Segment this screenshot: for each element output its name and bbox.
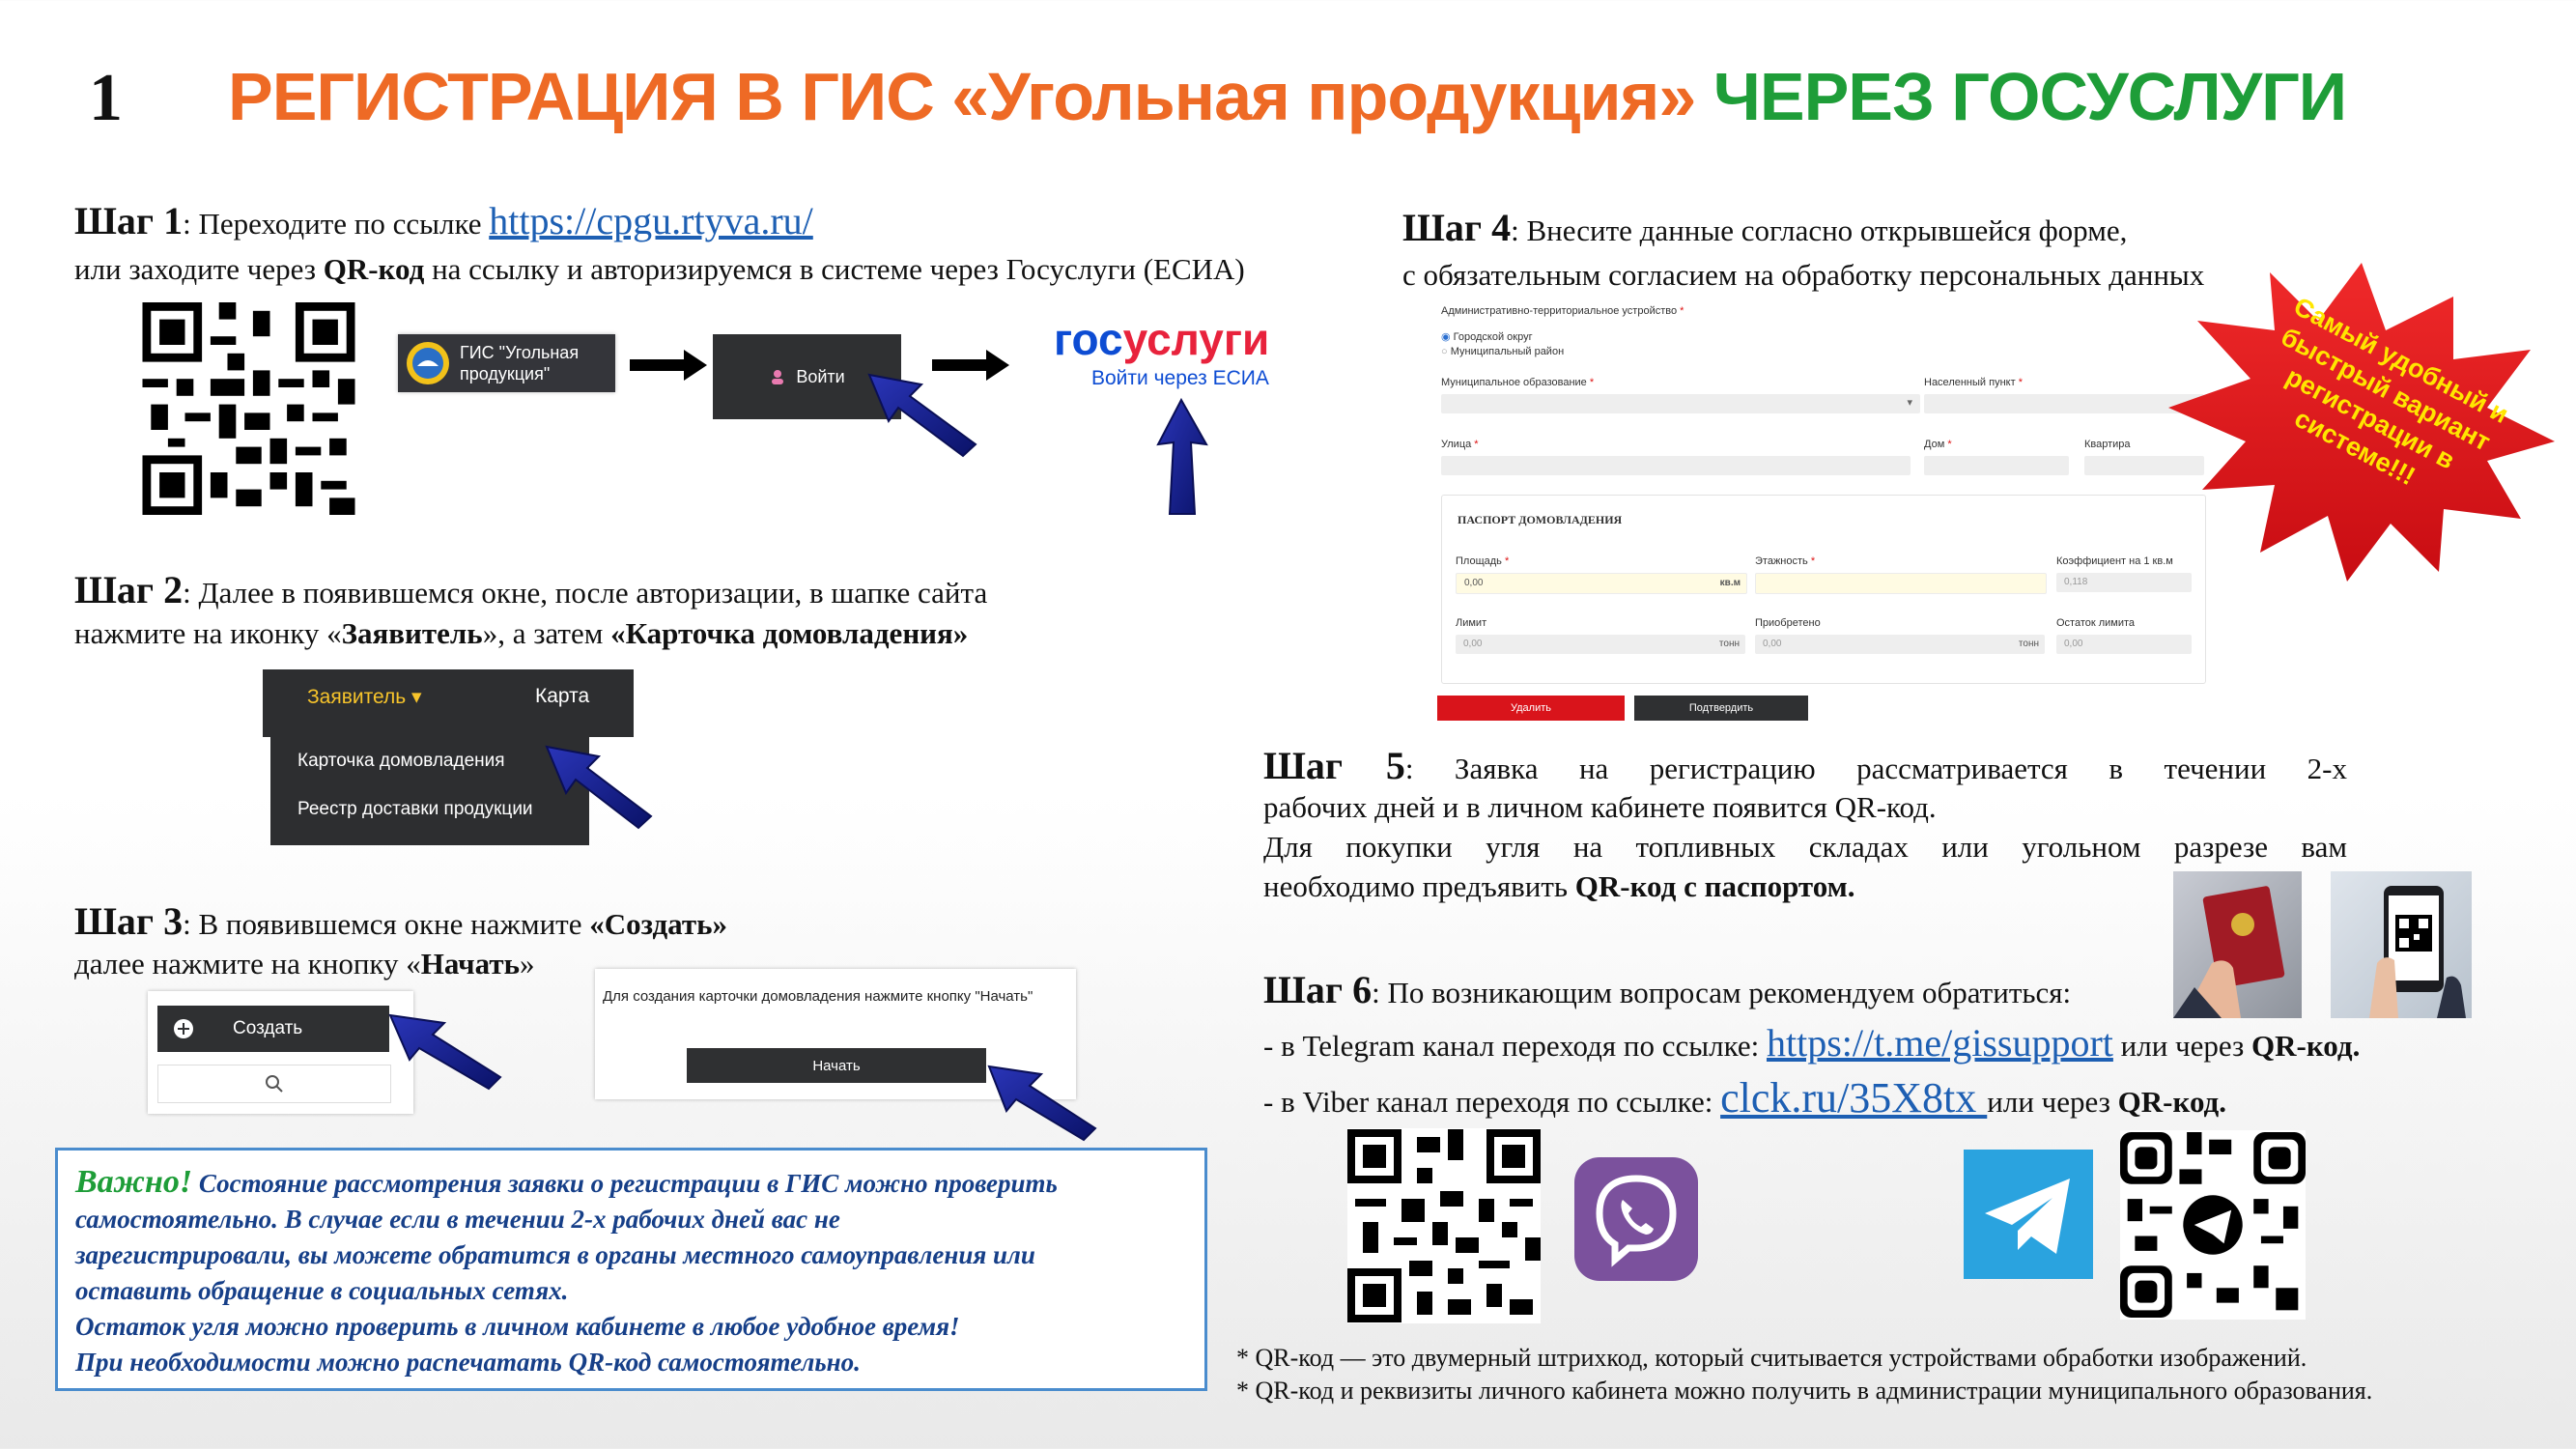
promo-starburst (2164, 263, 2576, 582)
step1-line2 (74, 249, 1245, 289)
step1-text2b: на ссылку и авторизируемся в системе через Госуслуги (ЕСИА) (424, 252, 1245, 286)
important-head: Важно! (75, 1164, 193, 1200)
step1-label: Шаг 1 (74, 199, 184, 242)
step5-text4a: необходимо предъявить (1263, 869, 1575, 903)
title-green: ЧЕРЕЗ ГОСУСЛУГИ (1713, 59, 2347, 134)
passport-hand-icon (2173, 871, 2302, 1018)
footnote-2: * QR-код и реквизиты личного кабинета можно получить в администрации муниципального образования. (1236, 1377, 2373, 1405)
page-number: 1 (89, 61, 123, 135)
starburst-text: Самый удобный и быстрый вариант регистрации в системе!!! (2276, 291, 2513, 492)
gosuslugi-logo-part2: услуги (1122, 314, 1270, 364)
limit-input: 0,00 тонн (1456, 635, 1745, 654)
telegram-text2: или через (2112, 1029, 2252, 1063)
step2-line2 (74, 613, 968, 653)
step3-text2a: далее нажмите на кнопку « (74, 947, 421, 980)
pointer-arrow-icon (862, 367, 982, 459)
coef-input: 0,118 (2056, 573, 2192, 592)
viber-icon[interactable] (1574, 1157, 1698, 1281)
municipality-label: Муниципальное образование * (1441, 377, 1595, 388)
gis-button-label: ГИС "Угольная продукция" (460, 343, 580, 384)
step4-line2: с обязательным согласием на обработку персональных данных (1402, 258, 2205, 292)
step6-line1 (1263, 970, 2071, 1012)
menu-map[interactable]: Карта (535, 685, 590, 707)
step4-text1: : Внесите данные согласно открывшейся форме, (1511, 213, 2128, 247)
pointer-arrow-icon (541, 739, 657, 831)
area-input[interactable]: 0,00 кв.м (1456, 573, 1747, 594)
step5-line3: Для покупки угля на топливных складах или угольном разрезе вам (1263, 830, 2347, 864)
page-title (228, 58, 2346, 135)
phone-qr-icon (2331, 871, 2472, 1018)
step3-line2 (74, 944, 534, 983)
step4-label: Шаг 4 (1402, 206, 1512, 249)
telegram-qr-word: QR-код. (2251, 1029, 2361, 1063)
footnote-1: * QR-код — это двумерный штрихкод, который считывается устройствами обработки изображений. (1236, 1344, 2307, 1372)
step3-start: Начать (420, 947, 520, 980)
registration-form (1420, 296, 2212, 728)
create-button-label: Создать (233, 1018, 303, 1038)
step3-line1 (74, 901, 727, 944)
search-icon (265, 1074, 284, 1094)
telegram-line (1263, 1023, 2360, 1065)
menu-item-registry[interactable]: Реестр доставки продукции (297, 799, 533, 819)
passport-panel (1441, 495, 2206, 684)
create-panel (148, 991, 413, 1114)
emblem-icon (404, 339, 452, 387)
header-menu-bar (263, 669, 634, 737)
user-icon (769, 368, 786, 385)
step6-text1: : По возникающим вопросам рекомендуем обратиться: (1372, 976, 2072, 1009)
step2-card: «Карточка домовладения» (610, 616, 969, 650)
step1-link[interactable]: https://cpgu.rtyva.ru/ (489, 199, 813, 242)
step5-text4b: QR-код с паспортом. (1574, 869, 1855, 903)
apartment-label: Квартира (2084, 439, 2131, 450)
login-button-label: Войти (796, 366, 845, 386)
pointer-arrow-icon (983, 1061, 1099, 1143)
radio-district[interactable]: ○ Муниципальный район (1441, 346, 1565, 357)
step1-line1 (74, 201, 813, 243)
step5-text1: : Заявка на регистрацию рассматривается в течении 2-х (1404, 752, 2347, 785)
remaining-label: Остаток лимита (2056, 617, 2136, 629)
limit-label: Лимит (1456, 617, 1487, 629)
acquired-label: Приобретено (1755, 617, 1821, 629)
radio-city[interactable]: ◉ Городской округ (1441, 331, 1533, 343)
step3-text1: : В появившемся окне нажмите (183, 907, 590, 941)
step1-qr-word: QR-код (323, 252, 425, 286)
step2-text2b: », а затем (482, 616, 611, 650)
phone-photo (2331, 871, 2472, 1018)
search-input[interactable] (157, 1065, 391, 1103)
telegram-link[interactable]: https://t.me/gissupport (1766, 1021, 2113, 1065)
floors-label: Этажность * (1755, 555, 1816, 567)
viber-qr-code-icon (1347, 1128, 1541, 1323)
step2-line1 (74, 570, 987, 612)
step1-text2a: или заходите через (74, 252, 324, 286)
step3-text2b: » (519, 947, 535, 980)
gosuslugi-logo-part1: гос (1054, 314, 1123, 364)
menu-applicant[interactable]: Заявитель ▾ (307, 686, 422, 708)
house-input[interactable] (1924, 456, 2069, 475)
pointer-arrow-icon (384, 1009, 505, 1092)
viber-text2: или через (1987, 1085, 2118, 1119)
site-qr-code-icon (140, 302, 357, 515)
municipality-select[interactable] (1441, 394, 1920, 413)
telegram-icon[interactable] (1964, 1150, 2093, 1279)
plus-circle-icon (173, 1018, 194, 1039)
floors-input[interactable] (1755, 573, 2047, 594)
telegram-qr-code-icon (2120, 1130, 2306, 1320)
viber-text: - в Viber канал переходя по ссылке: (1263, 1085, 1721, 1119)
step6-label: Шаг 6 (1263, 968, 1373, 1011)
title-orange: РЕГИСТРАЦИЯ В ГИС «Угольная продукция» (228, 59, 1696, 134)
passport-photo (2173, 871, 2302, 1018)
area-label: Площадь * (1456, 555, 1510, 567)
step2-text1: : Далее в появившемся окне, после авторизации, в шапке сайта (183, 576, 988, 610)
step1-text: : Переходите по ссылке (183, 207, 490, 241)
remaining-input: 0,00 (2056, 635, 2192, 654)
important-line5: Остаток угля можно проверить в личном кабинете в любое удобное время! (75, 1312, 960, 1341)
gosuslugi-subtitle: Войти через ЕСИА (1091, 367, 1269, 389)
street-label: Улица * (1441, 439, 1479, 450)
coef-label: Коэффициент на 1 кв.м (2056, 555, 2173, 567)
street-input[interactable] (1441, 456, 1911, 475)
important-line3: зарегистрировали, вы можете обратится в органы местного самоуправления или (75, 1240, 1035, 1269)
passport-title: ПАСПОРТ ДОМОВЛАДЕНИЯ (1458, 513, 1623, 526)
acquired-input: 0,00 тонн (1755, 635, 2045, 654)
right-arrow-icon (630, 348, 707, 383)
gis-ugolnaya-button[interactable] (398, 334, 615, 392)
important-line4: оставить обращение в социальных сетях. (75, 1276, 569, 1305)
up-pointer-arrow-icon (1152, 396, 1210, 517)
step5-label: Шаг 5 (1263, 744, 1405, 787)
confirm-button[interactable]: Подтвердить (1634, 696, 1808, 721)
delete-button[interactable]: Удалить (1437, 696, 1625, 721)
settlement-select[interactable] (1924, 394, 2204, 413)
start-button[interactable]: Начать (687, 1048, 986, 1083)
important-line6: При необходимости можно распечатать QR-код самостоятельно. (75, 1348, 861, 1377)
viber-qr-word: QR-код. (2117, 1085, 2226, 1119)
step3-create: «Создать» (589, 907, 728, 941)
caret-down-icon: ▾ (411, 686, 422, 708)
step2-applicant: Заявитель (341, 616, 483, 650)
house-label: Дом * (1924, 439, 1952, 450)
step3-label: Шаг 3 (74, 899, 184, 943)
chevron-down-icon: ▾ (1907, 397, 1912, 409)
settlement-label: Населенный пункт * (1924, 377, 2023, 388)
viber-link[interactable]: clck.ru/35X8tx (1720, 1074, 1988, 1122)
telegram-text: - в Telegram канал переходя по ссылке: (1263, 1029, 1767, 1063)
admin-label: Административно-территориальное устройство * (1441, 305, 1684, 317)
viber-line (1263, 1074, 2226, 1122)
create-button[interactable] (157, 1006, 389, 1052)
step5-line2: рабочих дней и в личном кабинете появится QR-код. (1263, 790, 1937, 824)
step5-line1 (1263, 746, 2347, 788)
important-notice (55, 1148, 1207, 1391)
step2-label: Шаг 2 (74, 568, 184, 611)
important-line2: самостоятельно. В случае если в течении 2-х рабочих дней вас не (75, 1205, 840, 1234)
step2-text2a: нажмите на иконку « (74, 616, 342, 650)
important-line1: Состояние рассмотрения заявки о регистрации в ГИС можно проверить (192, 1169, 1058, 1198)
start-dialog-text: Для создания карточки домовладения нажмите кнопку "Начать" (603, 988, 1033, 1005)
step5-line4 (1263, 867, 1855, 906)
step4-line1 (1402, 208, 2127, 250)
menu-item-card[interactable]: Карточка домовладения (297, 751, 505, 771)
